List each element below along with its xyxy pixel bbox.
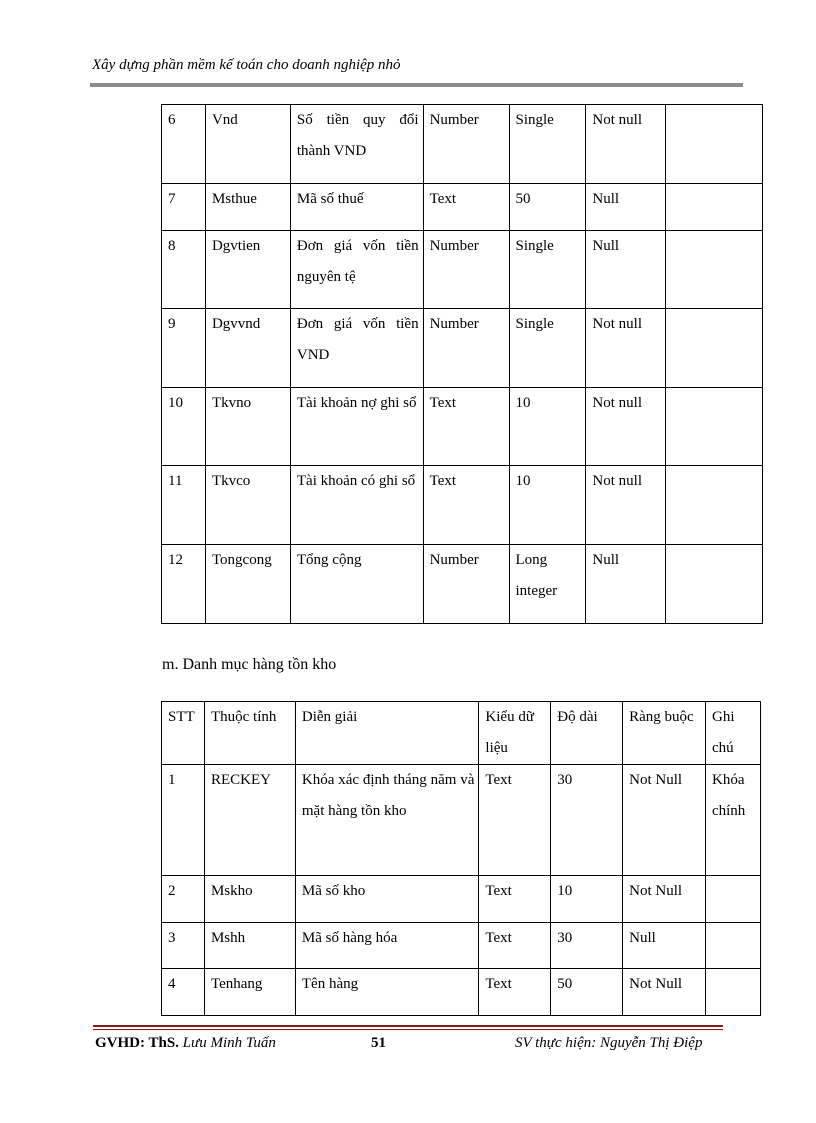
cell-name: Msthue <box>205 184 290 231</box>
table-row <box>162 545 763 624</box>
cell-name: Dgvtien <box>205 231 290 309</box>
cell-constraint: Not null <box>586 105 666 184</box>
cell-name: Mskho <box>204 876 295 923</box>
cell-constraint: Not Null <box>623 969 706 1016</box>
table-row <box>162 184 763 231</box>
cell-note <box>666 231 763 309</box>
cell-desc: Tài khoản có ghi sổ <box>290 466 423 545</box>
cell-stt: 4 <box>162 969 205 1016</box>
cell-name: Tongcong <box>205 545 290 624</box>
section-heading: m. Danh mục hàng tồn kho <box>162 656 337 673</box>
cell-size: 30 <box>551 765 623 876</box>
cell-desc: Đơn giá vốn tiền VND <box>290 309 423 388</box>
table-row <box>162 923 761 969</box>
inventory-table <box>161 701 761 1016</box>
page-number: 51 <box>371 1035 386 1051</box>
page-header-title: Xây dựng phần mềm kế toán cho doanh nghiệp nhỏ <box>92 57 401 73</box>
header-type: Kiểu dữ liệu <box>479 702 551 765</box>
cell-stt: 2 <box>162 876 205 923</box>
cell-constraint: Null <box>586 545 666 624</box>
table-row <box>162 876 761 923</box>
cell-constraint: Not Null <box>623 876 706 923</box>
cell-stt: 3 <box>162 923 205 969</box>
cell-desc: Tài khoản nợ ghi sổ <box>290 388 423 466</box>
cell-stt: 12 <box>162 545 206 624</box>
table-row <box>162 309 763 388</box>
cell-constraint: Null <box>586 231 666 309</box>
cell-type: Text <box>479 969 551 1016</box>
cell-type: Text <box>479 765 551 876</box>
cell-name: Tkvco <box>205 466 290 545</box>
cell-stt: 1 <box>162 765 205 876</box>
cell-note <box>666 545 763 624</box>
cell-type: Text <box>479 876 551 923</box>
table-row <box>162 105 763 184</box>
cell-size: 10 <box>509 466 586 545</box>
cell-size: Single <box>509 231 586 309</box>
cell-size: Single <box>509 309 586 388</box>
header-name: Thuộc tính <box>204 702 295 765</box>
cell-name: Vnd <box>205 105 290 184</box>
footer-advisor-name: Lưu Minh Tuấn <box>182 1035 276 1051</box>
header-constraint: Ràng buộc <box>623 702 706 765</box>
cell-note <box>666 466 763 545</box>
cell-size: 10 <box>551 876 623 923</box>
cell-size: Long integer <box>509 545 586 624</box>
cell-desc: Đơn giá vốn tiền nguyên tệ <box>290 231 423 309</box>
cell-constraint: Not null <box>586 466 666 545</box>
attributes-table-continued <box>161 104 763 624</box>
cell-note <box>666 184 763 231</box>
table-row <box>162 388 763 466</box>
cell-name: Tkvno <box>205 388 290 466</box>
cell-note <box>705 876 760 923</box>
cell-name: Dgvvnd <box>205 309 290 388</box>
cell-note <box>666 309 763 388</box>
cell-constraint: Not null <box>586 388 666 466</box>
cell-desc: Khóa xác định tháng năm và mặt hàng tồn kho <box>295 765 479 876</box>
cell-type: Text <box>423 388 509 466</box>
cell-stt: 10 <box>162 388 206 466</box>
header-stt: STT <box>162 702 205 765</box>
cell-desc: Tổng cộng <box>290 545 423 624</box>
cell-stt: 11 <box>162 466 206 545</box>
cell-desc: Mã số thuế <box>290 184 423 231</box>
cell-stt: 9 <box>162 309 206 388</box>
cell-size: 50 <box>551 969 623 1016</box>
cell-type: Text <box>423 466 509 545</box>
cell-type: Text <box>423 184 509 231</box>
cell-size: 30 <box>551 923 623 969</box>
cell-constraint: Null <box>623 923 706 969</box>
table-row <box>162 765 761 876</box>
table-row <box>162 969 761 1016</box>
cell-size: 10 <box>509 388 586 466</box>
cell-constraint: Not null <box>586 309 666 388</box>
table-row <box>162 231 763 309</box>
cell-note <box>666 105 763 184</box>
cell-constraint: Null <box>586 184 666 231</box>
table-row <box>162 466 763 545</box>
cell-note <box>705 969 760 1016</box>
cell-note <box>666 388 763 466</box>
footer-advisor <box>95 1035 276 1052</box>
cell-desc: Số tiền quy đổi thành VND <box>290 105 423 184</box>
cell-desc: Tên hàng <box>295 969 479 1016</box>
header-desc: Diễn giải <box>295 702 479 765</box>
header-divider <box>90 83 743 87</box>
cell-type: Number <box>423 105 509 184</box>
cell-size: Single <box>509 105 586 184</box>
cell-constraint: Not Null <box>623 765 706 876</box>
footer-student: SV thực hiện: Nguyễn Thị Điệp <box>515 1035 703 1051</box>
cell-size: 50 <box>509 184 586 231</box>
cell-type: Number <box>423 231 509 309</box>
cell-note: Khóa chính <box>705 765 760 876</box>
cell-stt: 6 <box>162 105 206 184</box>
cell-type: Number <box>423 545 509 624</box>
cell-type: Text <box>479 923 551 969</box>
cell-name: RECKEY <box>204 765 295 876</box>
footer-divider-thin <box>93 1029 723 1030</box>
cell-note <box>705 923 760 969</box>
table-header-row <box>162 702 761 765</box>
header-size: Độ dài <box>551 702 623 765</box>
footer-divider <box>93 1025 723 1027</box>
cell-type: Number <box>423 309 509 388</box>
cell-stt: 7 <box>162 184 206 231</box>
cell-stt: 8 <box>162 231 206 309</box>
cell-name: Mshh <box>204 923 295 969</box>
cell-desc: Mã số kho <box>295 876 479 923</box>
header-note: Ghi chú <box>705 702 760 765</box>
cell-desc: Mã số hàng hóa <box>295 923 479 969</box>
cell-name: Tenhang <box>204 969 295 1016</box>
footer-advisor-label: GVHD: ThS. <box>95 1035 179 1051</box>
